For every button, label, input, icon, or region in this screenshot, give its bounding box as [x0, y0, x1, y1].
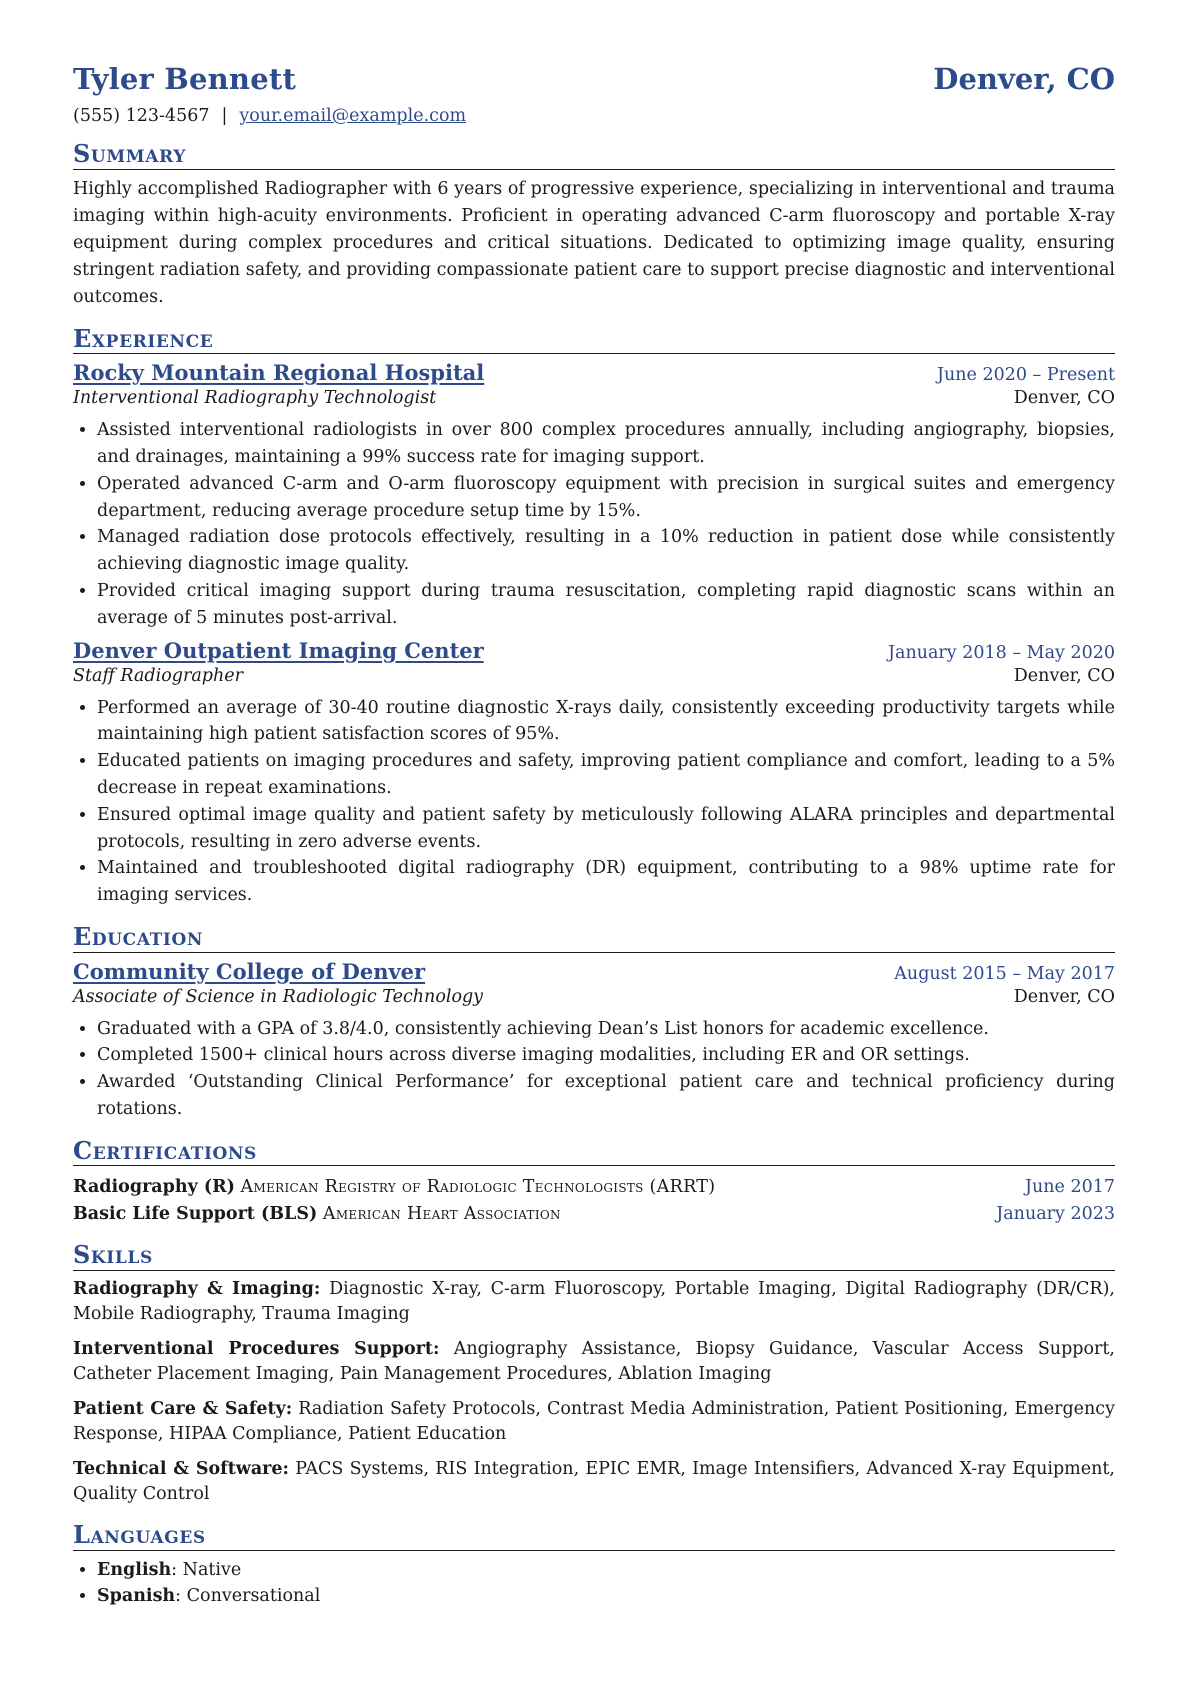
- degree-title: Associate of Science in Radiologic Technology: [73, 986, 484, 1007]
- list-item: • Awarded ‘Outstanding Clinical Performance’ for exceptional patient care and technical proficiency during rotations.: [97, 1069, 1115, 1123]
- list-item: • English: Native: [97, 1557, 1115, 1584]
- experience-entry: [73, 360, 1115, 631]
- certification-item: [73, 1201, 1115, 1228]
- achievement-list: [73, 695, 1115, 909]
- skills-heading: Skills: [73, 1241, 1115, 1271]
- skill-category: Interventional Procedures Support:: [73, 1338, 440, 1359]
- language-name: English: [97, 1559, 172, 1580]
- phone-number: (555) 123-4567: [73, 106, 210, 126]
- skill-group: [73, 1457, 1115, 1507]
- education-entry: [73, 959, 1115, 1123]
- language-level: Native: [182, 1559, 242, 1580]
- education-heading: Education: [73, 923, 1115, 953]
- candidate-name: Tyler Bennett: [73, 62, 297, 96]
- skill-items: Diagnostic X-ray, C-arm Fluoroscopy, Portable Imaging, Digital Radiography (DR/CR), Mobile Radiography, Trauma Imaging: [73, 1278, 1115, 1324]
- employment-dates: January 2018 – May 2020: [888, 642, 1115, 663]
- contact-line: [73, 106, 1115, 126]
- list-item: • Provided critical imaging support during trauma resuscitation, completing rapid diagnostic scans within an average of 5 minutes post-arrival.: [97, 578, 1115, 632]
- summary-text: Highly accomplished Radiographer with 6 years of progressive experience, specializing in interventional and trauma imaging within high-acuity environments. Proficient in operating advanced C-arm fluoroscopy and portable X-ray equipment during complex procedures and critical situations. Dedicated to optimizing image quality, ensuring stringent radiation safety, and providing compassionate patient care to support precise diagnostic and interventional outcomes.: [73, 178, 1115, 307]
- list-item: • Operated advanced C-arm and O-arm fluoroscopy equipment with precision in surgical suites and emergency department, reducing average procedure setup time by 15%.: [97, 471, 1115, 525]
- list-item: • Maintained and troubleshooted digital radiography (DR) equipment, contributing to a 98% uptime rate for imaging services.: [97, 855, 1115, 909]
- job-title: Interventional Radiography Technologist: [73, 388, 437, 409]
- experience-heading: Experience: [73, 325, 1115, 355]
- certification-date: January 2023: [996, 1203, 1115, 1224]
- education-achievements: [73, 1016, 1115, 1123]
- skill-items: Radiation Safety Protocols, Contrast Media Administration, Patient Positioning, Emergency Response, HIPAA Compliance, Patient Education: [73, 1398, 1115, 1444]
- skill-group: [73, 1337, 1115, 1387]
- email-link[interactable]: your.email@example.com: [239, 106, 467, 126]
- skill-group: [73, 1277, 1115, 1327]
- skills-list: [73, 1277, 1115, 1507]
- languages-heading: Languages: [73, 1521, 1115, 1551]
- list-item: • Assisted interventional radiologists in over 800 complex procedures annually, including angiography, biopsies, and drainages, maintaining a 99% success rate for imaging support.: [97, 417, 1115, 471]
- certifications-list: [73, 1174, 1115, 1227]
- achievement-list: [73, 417, 1115, 631]
- list-item: • Spanish: Conversational: [97, 1583, 1115, 1610]
- certifications-heading: Certifications: [73, 1137, 1115, 1167]
- certification-date: June 2017: [1024, 1177, 1115, 1198]
- skill-group: [73, 1397, 1115, 1447]
- school-location: Denver, CO: [1013, 986, 1115, 1007]
- education-dates: August 2015 – May 2017: [894, 963, 1115, 984]
- employer-name[interactable]: Denver Outpatient Imaging Center: [73, 637, 484, 663]
- certification-issuer: American Registry of Radiologic Technologists (ARRT): [240, 1177, 716, 1198]
- skill-category: Radiography & Imaging:: [73, 1278, 321, 1299]
- skill-category: Technical & Software:: [73, 1458, 289, 1479]
- language-name: Spanish: [97, 1586, 176, 1607]
- list-item: • Completed 1500+ clinical hours across diverse imaging modalities, including ER and OR settings.: [97, 1042, 1115, 1069]
- skill-category: Patient Care & Safety:: [73, 1398, 293, 1419]
- contact-separator: |: [221, 106, 228, 126]
- certification-name: Radiography (R): [73, 1177, 235, 1198]
- list-item: • Managed radiation dose protocols effectively, resulting in a 10% reduction in patient dose while consistently achieving diagnostic image quality.: [97, 524, 1115, 578]
- employment-dates: June 2020 – Present: [936, 365, 1115, 386]
- languages-list: [73, 1557, 1115, 1611]
- list-item: • Performed an average of 30-40 routine diagnostic X-rays daily, consistently exceeding productivity targets while maintaining high patient satisfaction scores of 95%.: [97, 695, 1115, 749]
- school-name[interactable]: Community College of Denver: [73, 958, 426, 984]
- employer-name[interactable]: Rocky Mountain Regional Hospital: [73, 360, 485, 386]
- summary-heading: Summary: [73, 140, 1115, 170]
- certification-item: [73, 1174, 1115, 1201]
- experience-entry: [73, 638, 1115, 909]
- list-item: • Educated patients on imaging procedures and safety, improving patient compliance and comfort, leading to a 5% decrease in repeat examinations.: [97, 748, 1115, 802]
- resume-header: [73, 62, 1115, 96]
- job-location: Denver, CO: [1013, 388, 1115, 409]
- skill-items: Angiography Assistance, Biopsy Guidance, Vascular Access Support, Catheter Placement Imaging, Pain Management Procedures, Ablation Imaging: [73, 1338, 1115, 1384]
- certification-issuer: American Heart Association: [322, 1203, 561, 1224]
- job-location: Denver, CO: [1013, 665, 1115, 686]
- job-title: Staff Radiographer: [73, 665, 243, 686]
- list-item: • Ensured optimal image quality and patient safety by meticulously following ALARA principles and departmental protocols, resulting in zero adverse events.: [97, 802, 1115, 856]
- skill-items: PACS Systems, RIS Integration, EPIC EMR, Image Intensifiers, Advanced X-ray Equipment, Quality Control: [73, 1458, 1115, 1504]
- list-item: • Graduated with a GPA of 3.8/4.0, consistently achieving Dean’s List honors for academic excellence.: [97, 1016, 1115, 1043]
- certification-name: Basic Life Support (BLS): [73, 1203, 318, 1224]
- candidate-location: Denver, CO: [933, 62, 1115, 96]
- language-level: Conversational: [186, 1586, 321, 1607]
